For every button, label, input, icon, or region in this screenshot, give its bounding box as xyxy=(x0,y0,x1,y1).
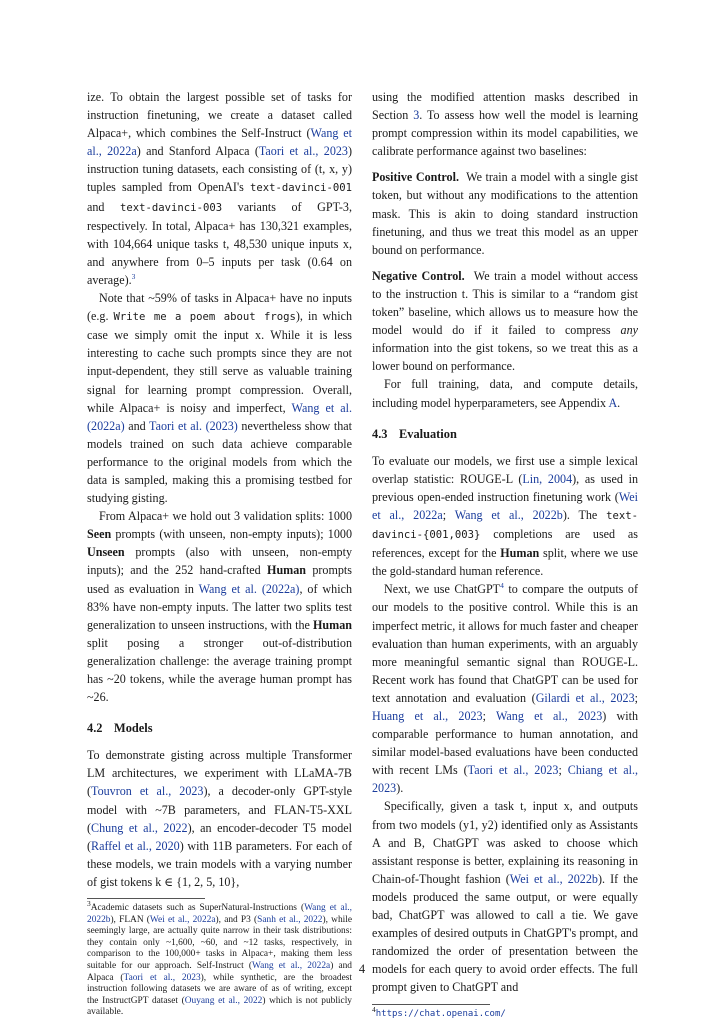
bold-term: Human xyxy=(267,563,307,578)
citation-link[interactable]: Touvron et al., 2023 xyxy=(91,784,204,799)
citation-link[interactable]: Chung et al., 2022 xyxy=(91,820,188,835)
citation-link[interactable]: Sanh et al., 2022 xyxy=(257,914,323,925)
bold-term: Unseen xyxy=(87,545,125,560)
inline-code: text-davinci-003 xyxy=(120,201,223,214)
paragraph: Specifically, given a task t, input x, and outputs from two models (y1, y2) identified only as Assistants A and B, ChatGPT was asked to choose which assistant response is better, explaining its reasoning in Chain-of-Thought fashion (Wei et al., 2022b). If the models produced the same output, or were equally bad, ChatGPT was allowed to call a tie. We gave examples of desired outputs in ChatGPT's prompt, and randomized the order of presentation between the models for each query to avoid order effects. The full prompt given to ChatGPT and xyxy=(372,799,638,995)
paragraph: For full training, data, and compute details, including model hyperparameters, see Appendix A. xyxy=(372,377,638,410)
citation-link[interactable]: Wang et al. (2022a) xyxy=(198,581,300,596)
paragraph-heading: Positive Control. xyxy=(372,170,459,185)
citation-link[interactable]: Wang et al., 2022a xyxy=(251,961,331,971)
paragraph: Negative Control. We train a model without access to the instruction t. This is similar to a “random gist token” baseline, which allows us to measure how the model would do if it failed to compress any information into the gist tokens, so we treat this as a lower bound on performance. xyxy=(372,268,638,374)
citation-link[interactable]: Lin, 2004 xyxy=(522,471,573,486)
paragraph: To evaluate our models, we first use a simple lexical overlap statistic: ROUGE-L (Lin, 2004), as used in previous open-ended instruction finetuning work (Wei et al., 2022a; Wang et al., 2022b). The text-davinci-{001,003} completions are used as references, except for the Human split, where we use the gold-standard human reference. xyxy=(372,453,638,579)
citation-link[interactable]: Taori et al., 2023 xyxy=(258,144,348,159)
citation-link[interactable]: Huang et al., 2023 xyxy=(372,709,483,723)
footnote-marker[interactable]: 3 xyxy=(131,271,136,281)
page-number: 4 xyxy=(358,962,366,976)
inline-code: Write me a poem about frogs xyxy=(113,311,296,324)
footnote-marker[interactable]: 4 xyxy=(500,581,504,591)
inline-code: text-davinci-001 xyxy=(249,182,352,195)
citation-link[interactable]: Wei et al., 2022b xyxy=(509,871,598,886)
citation-link[interactable]: Ouyang et al., 2022 xyxy=(184,995,263,1006)
left-column xyxy=(87,88,352,1019)
citation-link[interactable]: Wang et al., 2023 xyxy=(495,709,603,723)
citation-link[interactable]: Gilardi et al., 2023 xyxy=(535,690,635,705)
footnote-rule xyxy=(372,1004,490,1005)
citation-link[interactable]: Wang et al., 2022b xyxy=(454,507,563,522)
footnote: $^4$https://chat.openai.com/ xyxy=(372,1004,506,1019)
citation-link[interactable]: Taori et al., 2023 xyxy=(467,763,559,778)
emphasis: any xyxy=(620,323,638,338)
footnote-rule xyxy=(87,898,205,899)
citation-link[interactable]: Taori et al., 2023 xyxy=(123,972,201,983)
paragraph: From Alpaca+ we hold out 3 validation splits: 1000 Seen prompts (with unseen, non-empty inputs); 1000 Unseen prompts (also with unseen, non-empty inputs); and the 252 hand-crafted Human prompts used as evaluation in Wang et al. (2022a), of which 83% have non-empty inputs. The latter two splits test generalization to unseen instructions, with the Human split posing a stronger out-of-distribution generalization challenge: the average training prompt has ~20 tokens, while the average human prompt has ~26. xyxy=(87,509,352,705)
citation-link[interactable]: Wei et al., 2022a xyxy=(149,914,216,925)
paragraph: ize. To obtain the largest possible set of tasks for instruction finetuning, we create a dataset called Alpaca+, which combines the Self-Instruct (Wang et al., 2022a) and Stanford Alpaca (Taori et al., 2023) instruction tuning datasets, each consisting of (t, x, y) tuples sampled from OpenAI's text-davinci-001 and text-davinci-003 variants of GPT-3, respectively. In total, Alpaca+ has 130,321 examples, with 104,664 unique tasks t, 48,530 unique inputs x, and anywhere from 0–5 inputs per task (0.64 on average).$^3$ xyxy=(87,90,352,287)
citation-link[interactable]: Raffel et al., 2020 xyxy=(91,838,180,853)
citation-link[interactable]: Chiang et al., 2023 xyxy=(372,763,639,796)
right-column xyxy=(372,88,638,1020)
bold-term: Human xyxy=(313,617,352,632)
paragraph: using the modified attention masks described in Section 3. To assess how well the model is learning prompt compression within its model capabilities, we calibrate performance against two baselines: xyxy=(372,90,638,159)
bold-term: Human xyxy=(500,546,540,561)
paragraph: Positive Control. We train a model with a single gist token, but without any modifications to the attention mask. This is akin to doing standard instruction finetuning, and thus we treat this model as an upper bound on performance. xyxy=(372,170,638,257)
section-heading: 4.3 Evaluation xyxy=(372,426,457,441)
citation-link[interactable]: Wang et al., 2022a xyxy=(87,126,352,159)
paragraph-heading: Negative Control. xyxy=(372,268,465,283)
paragraph: To demonstrate gisting across multiple Transformer LM architectures, we experiment with LLaMA-7B (Touvron et al., 2023), a decoder-only GPT-style model with ~7B parameters, and FLAN-T5-XXL (Chung et al., 2022), an encoder-decoder T5 model (Raffel et al., 2020) with 11B parameters. For each of these models, we train models with a varying number of gist tokens k ∈ {1, 2, 5, 10}, xyxy=(87,748,352,889)
citation-link[interactable]: Wei et al., 2022a xyxy=(372,489,638,522)
section-link[interactable]: 3 xyxy=(413,108,420,123)
citation-link[interactable]: Taori et al. (2023) xyxy=(149,418,238,433)
footnote: $^3$Academic datasets such as SuperNatural-Instructions (Wang et al., 2022b), FLAN (Wei et al., 2022a), and P3 (Sanh et al., 2022), while seemingly large, are actually quite narrow in their task distributions: they contain only ~1,600, ~60, and ~12 tasks, respectively, in comparison to the 100,000+ tasks in Alpaca+, making them less suitable for our approach. Self-Instruct (Wang et al., 2022a) and Alpaca (Taori et al., 2023), while synthetic, are the broadest instruction following datasets we are aware of as of writing, except the InstructGPT dataset (Ouyang et al., 2022) which is not publicly available. xyxy=(87,898,352,1018)
citation-link[interactable]: Wang et al., 2022b xyxy=(87,903,352,925)
bold-term: Seen xyxy=(87,527,112,542)
citation-link[interactable]: Wang et al. (2022a) xyxy=(87,400,353,433)
appendix-link[interactable]: A xyxy=(608,395,618,410)
paragraph: Next, we use ChatGPT$^4$ to compare the outputs of our models to the positive control. While this is an imperfect metric, it allows for much faster and cheaper evaluation than human experiments, with an arguably more meaningful semantic signal than ROUGE-L. Recent work has found that ChatGPT can be used for text annotation and evaluation (Gilardi et al., 2023; Huang et al., 2023; Wang et al., 2023) with comparable performance to human annotation, and similar model-based evaluations have been conducted with recent LMs (Taori et al., 2023; Chiang et al., 2023). xyxy=(372,581,639,796)
section-heading: 4.2 Models xyxy=(87,721,153,736)
inline-code: text-davinci-{001,003} xyxy=(372,509,638,542)
footnote-url-link[interactable]: https://chat.openai.com/ xyxy=(375,1008,506,1019)
paragraph: Note that ~59% of tasks in Alpaca+ have no inputs (e.g. Write me a poem about frogs), in which case we simply omit the input x. While it is less interesting to cache such prompts since they are not input-dependent, they still serve as valuable training signal for learning prompt compression. Overall, while Alpaca+ is noisy and imperfect, Wang et al. (2022a) and Taori et al. (2023) nevertheless show that models trained on such data achieve comparable performance to the original models from which the data is sampled, making this a promising testbed for studying gisting. xyxy=(87,291,353,506)
